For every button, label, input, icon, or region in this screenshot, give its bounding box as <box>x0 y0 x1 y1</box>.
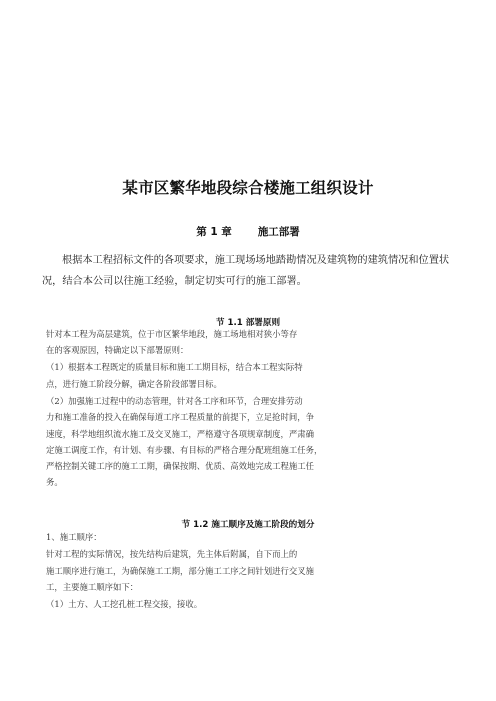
body-line: （1）土方、人工挖孔桩工程交接，接收。 <box>46 599 203 609</box>
body-line: 务。 <box>46 477 63 487</box>
chapter-name: 施工部署 <box>257 226 300 238</box>
chapter-number: 第 1 章 <box>196 226 232 238</box>
body-line: （1）根据本工程既定的质量目标和施工工期目标，结合本工程实际特 <box>46 362 303 372</box>
body-line: 力和施工准备的投入在确保每道工序工程质量的前提下，立足抢时间，争 <box>46 412 314 422</box>
body-line: 在的客观原因，特确定以下部署原则： <box>46 345 189 355</box>
section-1-2-heading: 节 1.2 施工顺序及施工阶段的划分 <box>181 520 315 530</box>
body-line: 速度，科学地组织流水施工及交叉施工，严格遵守各项规章制度，严肃确 <box>46 429 314 439</box>
intro-paragraph: 根据本工程招标文件的各项要求，施工现场场地踏勘情况及建筑物的建筑情况和位置状况，结合本公司以往施工经验，制定切实可行的施工部署。 <box>42 255 450 287</box>
body-line: 定施工调度工作，有计划、有步骤、有目标的严格合理分配班组施工任务， <box>46 445 323 455</box>
body-line: （2）加强施工过程中的动态管理，针对各工序和环节，合理安排劳动 <box>46 396 303 406</box>
section-1-1-heading: 节 1.1 部署原则 <box>215 318 281 328</box>
body-line: 工，主要施工顺序如下： <box>46 582 139 592</box>
body-line: 严格控制关键工序的施工工期，确保按期、优质、高效地完成工程施工任 <box>46 461 314 471</box>
body-line: 施工顺序进行施工，为确保施工工期，部分施工工序之间针划进行交叉施 <box>46 566 314 576</box>
document-title: 某市区繁华地段综合楼施工组织设计 <box>122 179 374 197</box>
body-line: 1、施工顺序： <box>46 532 102 542</box>
body-line: 针对本工程为高层建筑，位于市区繁华地段，施工场地相对狭小等存 <box>46 329 298 339</box>
chapter-heading <box>0 224 496 239</box>
body-line: 针对工程的实际情况，按先结构后建筑，先主体后附属，自下而上的 <box>46 549 298 559</box>
body-line: 点，进行施工阶段分解，确定各阶段部署目标。 <box>46 379 222 389</box>
